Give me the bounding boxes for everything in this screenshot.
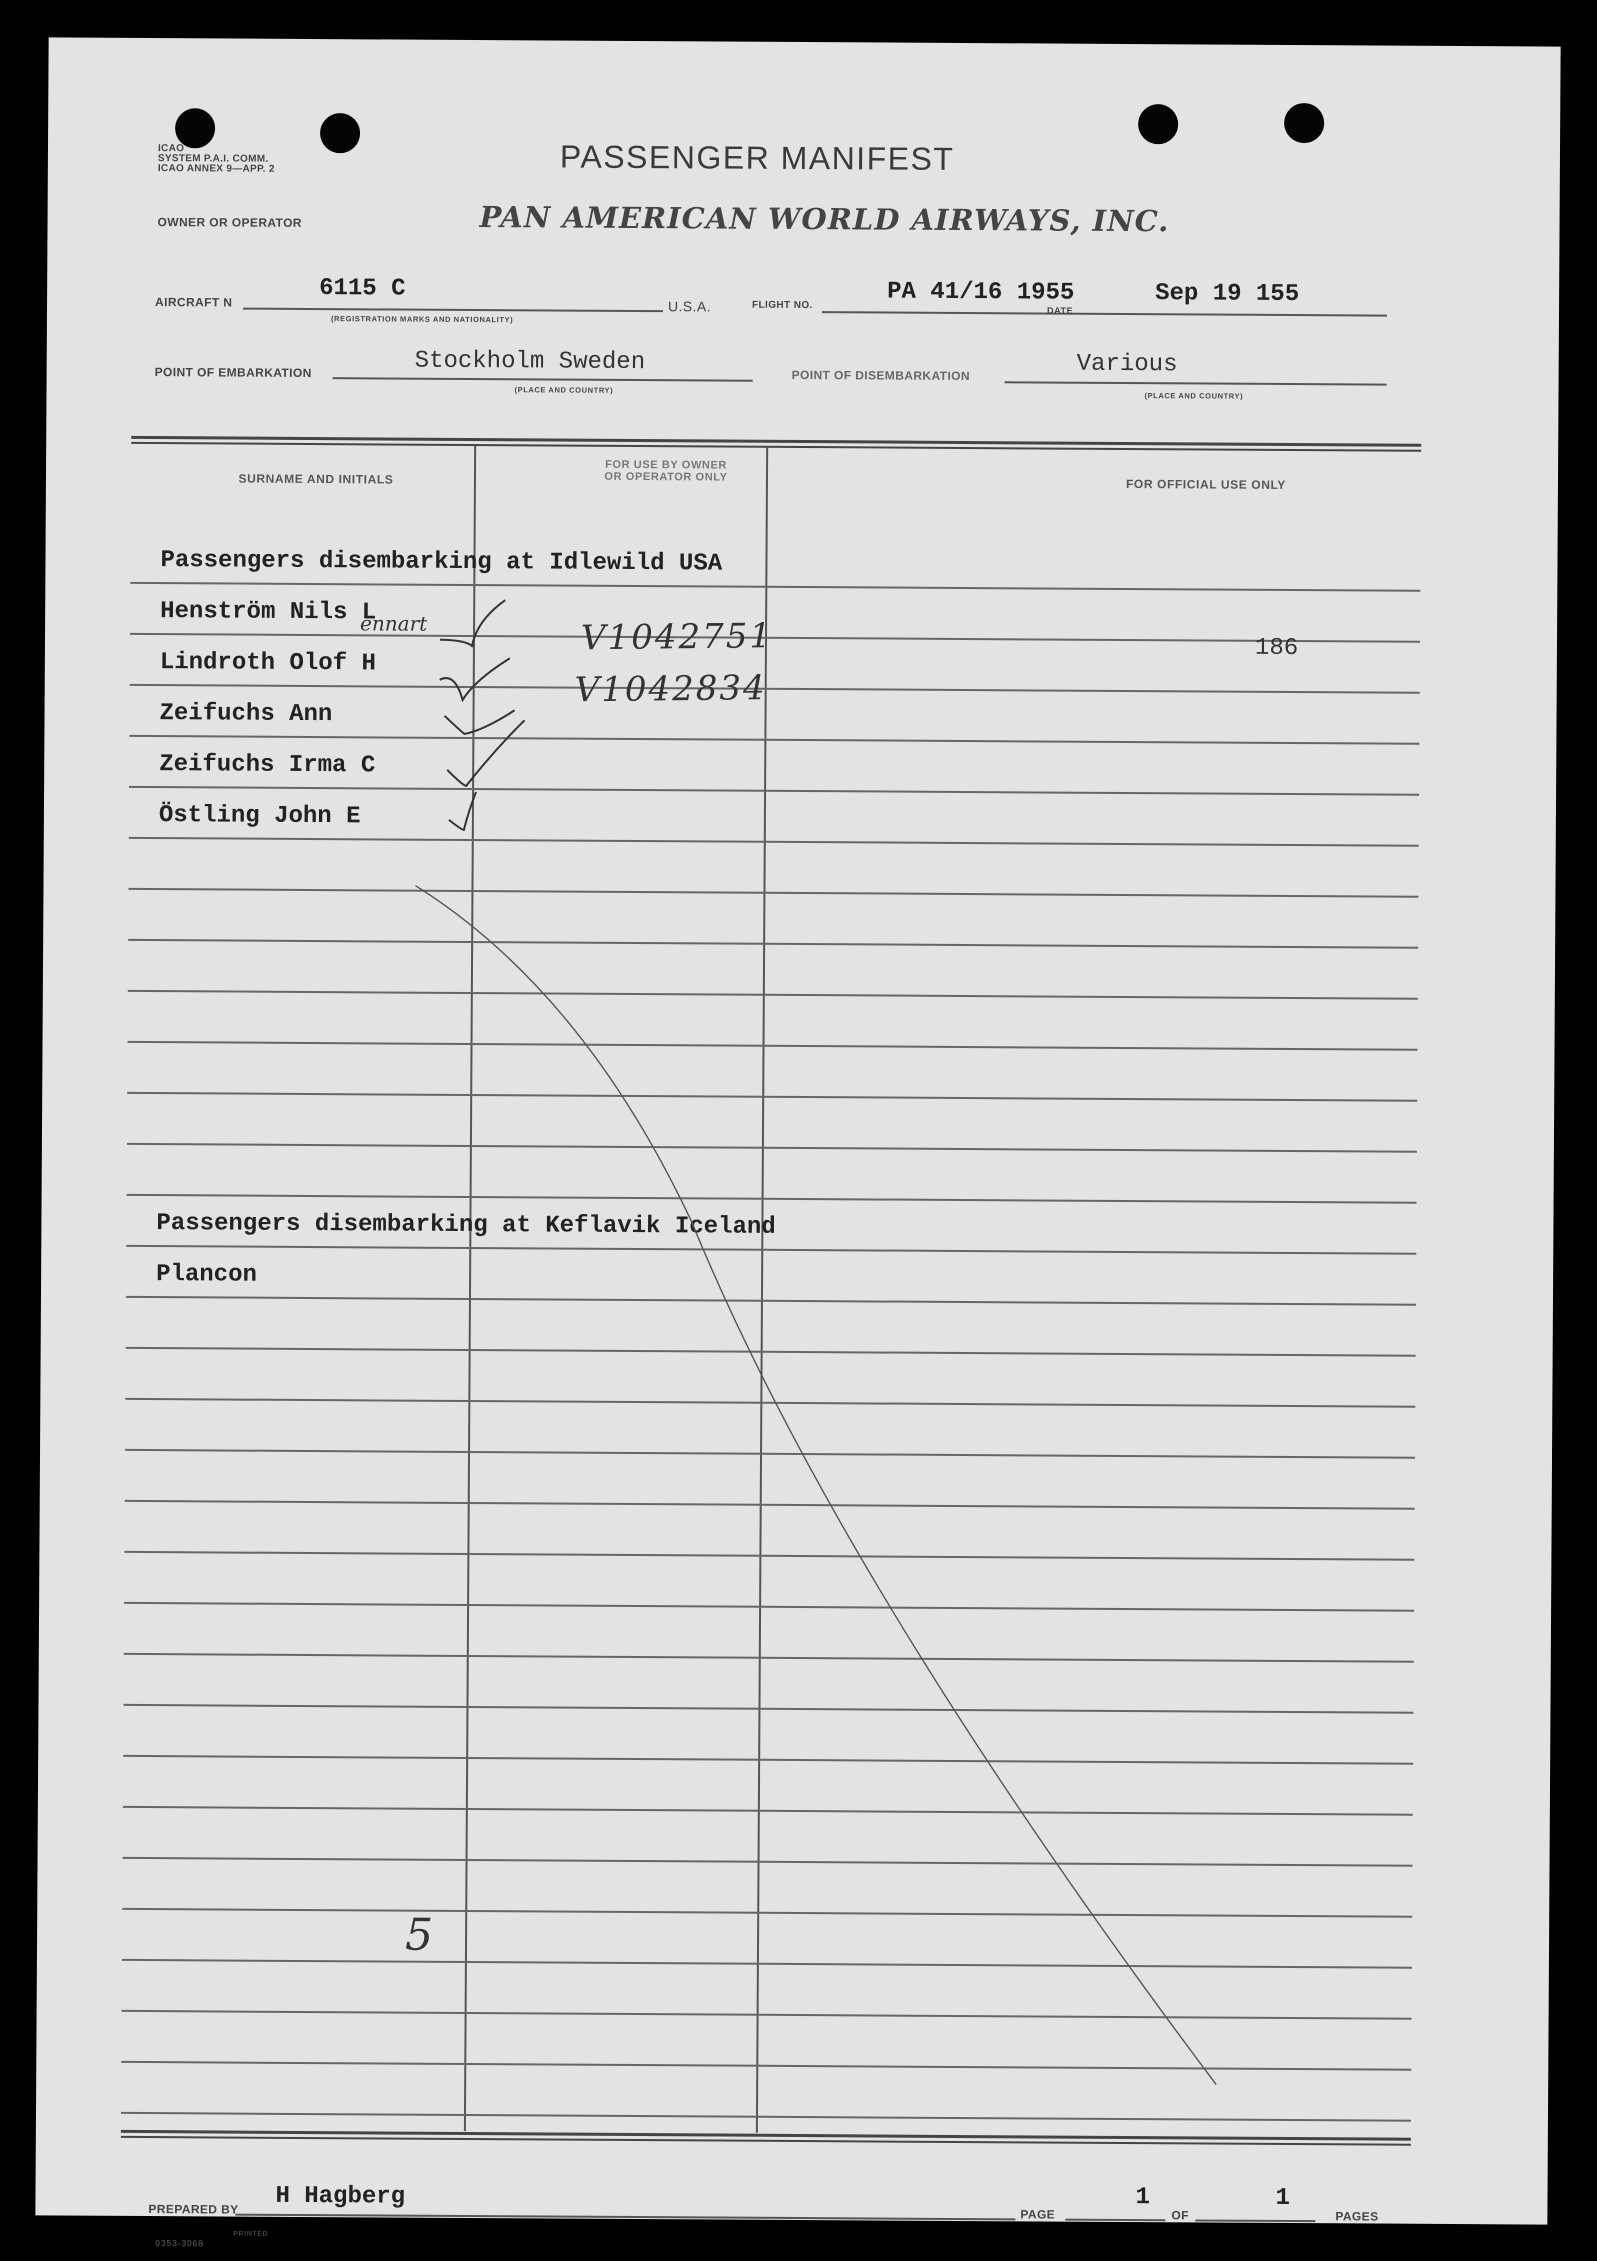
prepared-label: PREPARED BY <box>148 2202 239 2217</box>
column-header-surname: SURNAME AND INITIALS <box>238 471 394 487</box>
aircraft-value: 6115 C <box>319 275 406 303</box>
disembark-caption: (PLACE AND COUNTRY) <box>1144 391 1244 401</box>
check-mark-icon <box>444 710 514 734</box>
table-row: Östling John E <box>158 802 361 831</box>
pages-label: PAGES <box>1335 2209 1379 2224</box>
column-header-official: FOR OFFICIAL USE ONLY <box>1125 476 1286 492</box>
table-row: Passengers disembarking at Idlewild USA <box>160 547 723 578</box>
table-row: Henström Nils L <box>160 598 377 627</box>
flight-value: PA 41/16 1955 <box>887 278 1075 307</box>
embark-caption: (PLACE AND COUNTRY) <box>514 385 614 395</box>
page-total: 1 <box>1275 2184 1290 2213</box>
owner-label: OWNER OR OPERATOR <box>157 215 302 230</box>
column-header-owner-use-line: FOR USE BY OWNER <box>605 458 728 472</box>
page-title: PASSENGER MANIFEST <box>559 138 955 177</box>
form-id-line: ICAO ANNEX 9—APP. 2 <box>157 163 275 175</box>
page-label: PAGE <box>1020 2207 1056 2222</box>
form-id-line: ICAO <box>157 143 185 155</box>
embark-label: POINT OF EMBARKATION <box>154 365 312 381</box>
date-label: DATE <box>1046 305 1074 316</box>
check-mark-icon <box>440 600 505 646</box>
disembark-label: POINT OF DISEMBARKATION <box>791 367 970 384</box>
handwritten-visa-1: V1042751 <box>580 616 774 659</box>
footer-code: 0353-3068 <box>155 2238 204 2249</box>
handwritten-tally: 5 <box>404 1909 434 1961</box>
disembark-value: Various <box>1076 350 1178 379</box>
aircraft-caption: (REGISTRATION MARKS AND NATIONALITY) <box>330 314 514 325</box>
aircraft-label: AIRCRAFT N <box>155 295 233 310</box>
table-row: Passengers disembarking at Keflavik Iceland <box>156 1210 776 1241</box>
handwritten-visa-2: V1042834 <box>574 668 767 711</box>
of-label: OF <box>1171 2208 1189 2223</box>
table-row: Zeifuchs Ann <box>159 700 333 729</box>
check-mark-icon <box>440 658 510 700</box>
prepared-value: H Hagberg <box>275 2182 406 2211</box>
manifest-sheet <box>35 37 1560 2249</box>
check-mark-icon <box>449 792 476 830</box>
footer-stamp: PRINTED <box>233 2230 269 2238</box>
table-row: Lindroth Olof H <box>159 649 376 678</box>
table-row: Zeifuchs Irma C <box>159 751 376 780</box>
official-number: 186 <box>1254 634 1299 663</box>
operator-name: PAN AMERICAN WORLD AIRWAYS, INC. <box>479 200 1170 239</box>
tally-line <box>408 886 1223 2085</box>
handwritten-name-suffix: ennart <box>360 611 428 636</box>
table-row: Plancon <box>156 1261 258 1289</box>
embark-value: Stockholm Sweden <box>414 347 646 377</box>
column-header-owner-use-line: OR OPERATOR ONLY <box>604 470 728 484</box>
page-number: 1 <box>1135 2184 1150 2212</box>
date-value: Sep 19 155 <box>1155 280 1300 309</box>
usa-label: U.S.A. <box>667 298 711 315</box>
flight-label: FLIGHT NO. <box>752 299 813 312</box>
handwritten-marks <box>35 37 1560 2224</box>
form-id-line: SYSTEM P.A.I. COMM. <box>157 153 269 165</box>
